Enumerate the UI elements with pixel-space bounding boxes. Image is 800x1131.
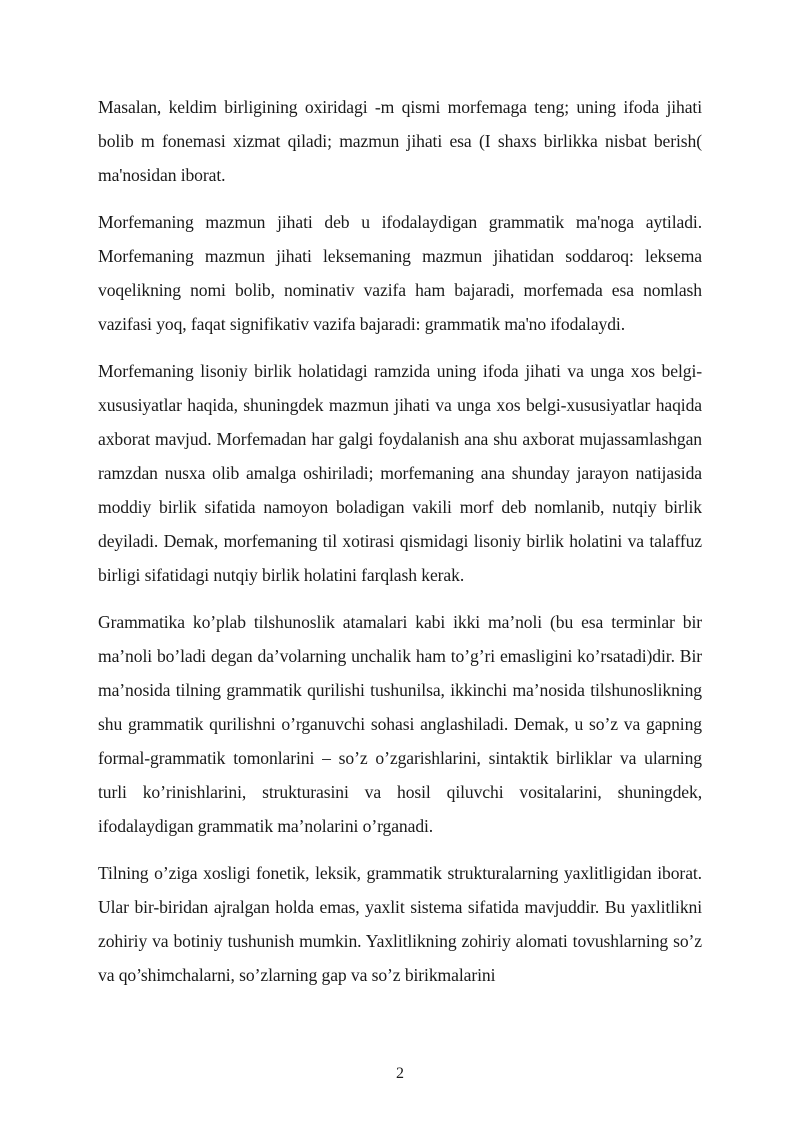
paragraph-1: Masalan, keldim birligining oxiridagi -m qismi morfemaga teng; uning ifoda jihati bolib m fonemasi xizmat qiladi; mazmun jihati esa (I shaxs birlikka nisbat berish( ma'nosidan iborat. xyxy=(98,97,702,185)
paragraph-4: Grammatika ko’plab tilshunoslik atamalari kabi ikki ma’noli (bu esa terminlar bir ma’noli bo’ladi degan da’volarning unchalik ham to’g’ri emasligini ko’rsatadi)dir. Bir ma’nosida tilning grammatik qurilishi tushunilsa, ikkinchi ma’nosida tilshunoslikning shu grammatik qurilishni o’rganuvchi sohasi anglashiladi. Demak, u so’z va gapning formal-grammatik tomonlarini – so’z o’zgarishlarini, sintaktik birliklar va ularning turli ko’rinishlarini, strukturasini va hosil qiluvchi vositalarini, shuningdek, ifodalaydigan grammatik ma’nolarini o’rganadi. xyxy=(98,612,702,836)
paragraph-5: Tilning o’ziga xosligi fonetik, leksik, grammatik strukturalarning yaxlitligidan iborat. Ular bir-biridan ajralgan holda emas, yaxlit sistema sifatida mavjuddir. Bu yaxlitlikni zohiriy va botiniy tushunish mumkin. Yaxlitlikning zohiriy alomati tovushlarning so’z va qo’shimchalarni, so’zlarning gap va so’z birikmalarini xyxy=(98,863,702,985)
page-number: 2 xyxy=(396,1065,404,1082)
document-body xyxy=(98,90,702,1005)
paragraph-2: Morfemaning mazmun jihati deb u ifodalaydigan grammatik ma'noga aytiladi. Morfemaning mazmun jihati leksemaning mazmun jihatidan soddaroq: leksema voqelikning nomi bolib, nominativ vazifa ham bajaradi, morfemada esa nomlash vazifasi yoq, faqat signifikativ vazifa bajaradi: grammatik ma'no ifodalaydi. xyxy=(98,212,702,334)
paragraph-3: Morfemaning lisoniy birlik holatidagi ramzida uning ifoda jihati va unga xos belgi-xususiyatlar haqida, shuningdek mazmun jihati va unga xos belgi-xususiyatlar haqida axborat mavjud. Morfemadan har galgi foydalanish ana shu axborat mujassamlashgan ramzdan nusxa olib amalga oshiriladi; morfemaning ana shunday jarayon natijasida moddiy birlik sifatida namoyon boladigan vakili morf deb nomlanib, nutqiy birlik deyiladi. Demak, morfemaning til xotirasi qismidagi lisoniy birlik holatini va talaffuz birligi sifatidagi nutqiy birlik holatini farqlash kerak. xyxy=(98,361,702,585)
